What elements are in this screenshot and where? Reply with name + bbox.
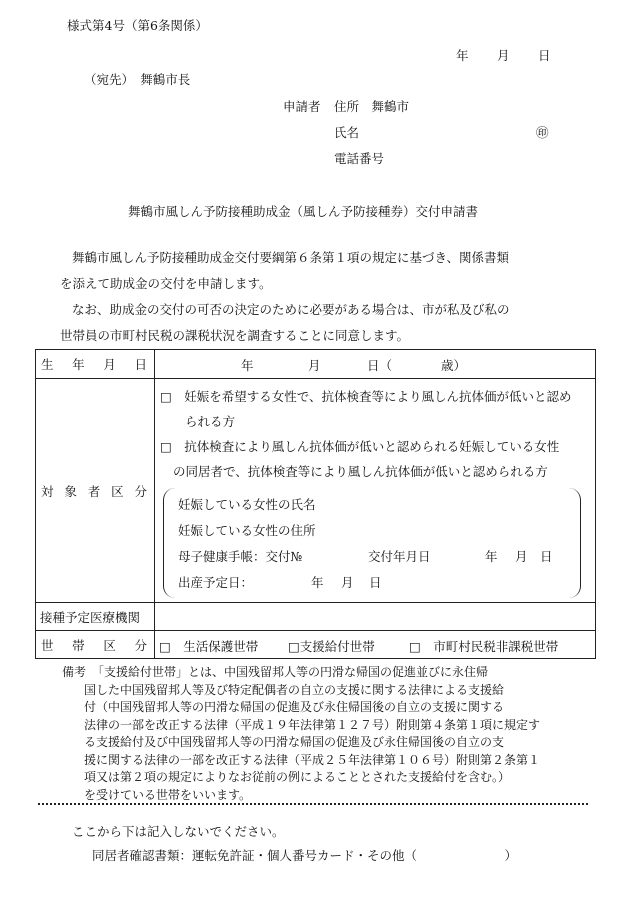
- dotted-divider: [38, 803, 588, 805]
- handbook-issue-date: 交付年月日: [368, 549, 431, 564]
- para1-line2: を添えて助成金の交付を申請します。: [60, 276, 272, 291]
- household-label-1: 世: [41, 637, 54, 653]
- note-line3: 付（中国残留邦人等の円滑な帰国の促進及び永住帰国後の自立の支援に関する: [84, 700, 505, 714]
- household-label-2: 帯: [72, 637, 85, 653]
- age: 歳）: [441, 358, 467, 373]
- handbook-month: 月: [515, 549, 528, 564]
- cohabitant-details-bracket: [163, 488, 581, 598]
- handbook-year: 年: [485, 549, 498, 564]
- date-year-label: 年: [456, 48, 469, 63]
- applicant-label: 申請者: [283, 99, 321, 114]
- note-line7: 項又は第２項の規定によりなお従前の例によることとされた支援給付を含む。）: [84, 770, 511, 784]
- page-title: 舞鶴市風しん予防接種助成金（風しん予防接種券）交付申請書: [128, 204, 479, 219]
- option-cohabitant[interactable]: □ 抗体検査により風しん抗体価が低いと認められる妊娠している女性: [160, 439, 560, 454]
- due-date-field[interactable]: [178, 570, 580, 596]
- birth-label-3: 月: [103, 357, 116, 372]
- option-wishing-pregnancy[interactable]: □ 妊娠を希望する女性で、抗体検査等により風しん抗体価が低いと認め: [160, 389, 572, 404]
- due-year: 年: [311, 575, 324, 590]
- target-label-5: 分: [134, 483, 147, 499]
- target-label-1: 対: [41, 483, 54, 499]
- target-label-4: 区: [111, 483, 124, 499]
- date-month-label: 月: [497, 48, 510, 63]
- target-options-cell: [155, 379, 596, 603]
- target-row: [36, 379, 596, 603]
- household-tax-exempt-checkbox[interactable]: □ 市町村民税非課税世帯: [409, 638, 559, 654]
- date-day-label: 日: [538, 48, 551, 63]
- handbook-number: 母子健康手帳：交付№: [178, 549, 303, 564]
- handbook-day: 日: [540, 549, 553, 564]
- birth-label-1: 生: [41, 357, 54, 372]
- birth-label-cell: [36, 350, 155, 379]
- pregnant-address-field[interactable]: 妊娠している女性の住所: [178, 523, 316, 538]
- para2-line1: なお、助成金の交付の可否の決定のために必要がある場合は、市が私及び私の: [72, 302, 510, 317]
- clinic-row: [36, 603, 596, 631]
- birth-label-2: 年: [72, 357, 85, 372]
- note-line2: 国した中国残留邦人等及び特定配偶者の自立の支援に関する法律による支援給: [84, 682, 505, 697]
- remarks-note: [62, 664, 590, 804]
- due-day: 日: [369, 575, 382, 590]
- birth-day: 日（: [367, 358, 393, 373]
- household-label-4: 分: [134, 637, 147, 653]
- name-label: 氏名: [334, 125, 360, 140]
- household-support-checkbox[interactable]: □支援給付世帯: [288, 638, 375, 654]
- target-label-cell: [36, 379, 155, 603]
- household-row: [36, 631, 596, 659]
- note-line4: 法律の一部を改正する法律（平成１９年法律第１２７号）附則第４条第１項に規定す: [84, 717, 541, 732]
- due-month: 月: [341, 575, 354, 590]
- household-welfare-checkbox[interactable]: □ 生活保護世帯: [159, 638, 259, 654]
- target-label-2: 象: [64, 483, 77, 499]
- note-line6: 援に関する法律の一部を改正する法律（平成２５年法律第１０６号）附則第２条第１: [84, 752, 541, 767]
- office-use-notice: ここから下は記入しないでください。: [72, 824, 285, 839]
- option2-line2: の同居者で、抗体検査等により風しん抗体価が低いと認められる方: [173, 464, 548, 479]
- form-number: 様式第4号（第6条関係）: [67, 18, 208, 33]
- para1-line1: 舞鶴市風しん予防接種助成金交付要綱第６条第１項の規定に基づき、関係書類: [72, 250, 510, 265]
- household-label-cell: [36, 631, 155, 659]
- para2-line2: 世帯員の市町村民税の課税状況を調査することに同意します。: [60, 328, 410, 343]
- addressee: （宛先） 舞鶴市長: [84, 72, 191, 87]
- due-date-label: 出産予定日：: [178, 575, 254, 590]
- seal-mark: ㊞: [536, 125, 549, 140]
- clinic-label-text: 接種予定医療機関: [40, 609, 141, 625]
- birth-label-4: 日: [134, 357, 147, 372]
- clinic-label: [36, 603, 155, 631]
- address-label: 住所 舞鶴市: [334, 99, 410, 114]
- consent-paragraph: [60, 245, 560, 349]
- household-options-cell: [155, 631, 596, 659]
- birth-month: 月: [308, 358, 321, 373]
- note-line5: る支援給付及び中国残留邦人等の円滑な帰国の促進及び永住帰国後の自立の支: [84, 735, 505, 749]
- phone-label: 電話番号: [334, 151, 385, 166]
- cohabitant-documents: 同居者確認書類：運転免許証・個人番号カード・その他（ ）: [92, 848, 518, 863]
- application-form-table: [35, 349, 596, 659]
- note-line1: 備考 「支援給付世帯」とは、中国残留邦人等の円滑な帰国の促進並びに永住帰: [62, 665, 489, 679]
- clinic-field[interactable]: [155, 603, 596, 631]
- target-label-3: 者: [87, 483, 101, 499]
- birth-date-field[interactable]: [155, 350, 596, 379]
- pregnant-name-field[interactable]: 妊娠している女性の氏名: [178, 497, 316, 512]
- option1-line2: られる方: [185, 414, 236, 429]
- handbook-field[interactable]: [178, 544, 580, 570]
- birth-row: [36, 350, 596, 379]
- household-label-3: 区: [103, 637, 116, 653]
- note-line8: を受けている世帯をいいます。: [84, 787, 252, 802]
- birth-year: 年: [241, 358, 254, 373]
